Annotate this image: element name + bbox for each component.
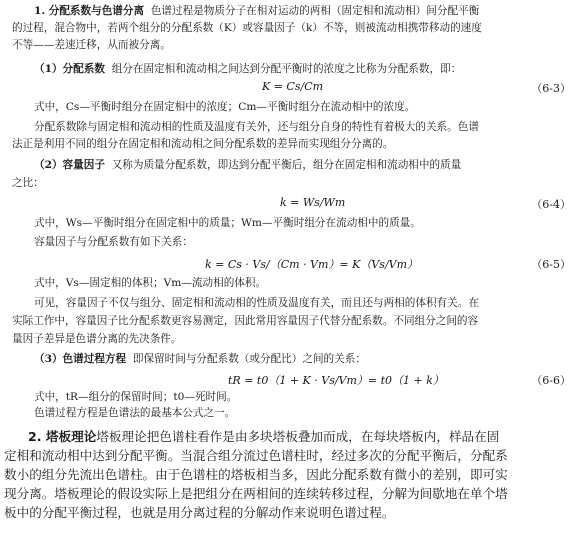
p1-intro-line bbox=[34, 62, 461, 76]
p2-definition-2: 式中，Vs—固定相的体积；Vm—流动相的体积。 bbox=[34, 277, 267, 289]
p2-para-line-2: 实际工作中，容量因子比分配系数更容易测定，因此常用容量因子代替分配系数。不同组分之间的容 bbox=[12, 315, 479, 327]
section2-text-1: 塔板理论把色谱柱看作是由多块塔板叠加而成，在每块塔板内，样品在固 bbox=[96, 429, 500, 444]
equation-number-6-6: （6-6） bbox=[531, 374, 571, 387]
p1-para-line-1: 分配系数除与固定相和流动相的性质及温度有关外，还与组分自身的特性有着极大的关系。色谱 bbox=[34, 121, 479, 133]
section1-intro-line-2: 的过程，混合物中，若两个组分的分配系数（K）或容量因子（k）不等，则被流动相携带移动的速度 bbox=[12, 22, 482, 34]
p3-title: （3）色谱过程方程 bbox=[34, 353, 127, 365]
p2-para-line-3: 量因子差异是色谱分离的先决条件。 bbox=[12, 333, 182, 345]
p1-text: 组分在固定相和流动相之间达到分配平衡时的浓度之比称为分配系数，即： bbox=[111, 63, 462, 75]
section1-heading: 1. 分配系数与色谱分离 bbox=[34, 5, 145, 17]
section2-line-4: 现分离。塔板理论的假设实际上是把组分在两相间的连续转移过程，分解为间歇地在单个塔 bbox=[4, 486, 508, 501]
p1-definition: 式中，Cs—平衡时组分在固定相中的浓度；Cm—平衡时组分在流动相中的浓度。 bbox=[34, 101, 416, 113]
p2-definition: 式中，Ws—平衡时组分在固定相中的质量；Wm—平衡时组分在流动相中的质量。 bbox=[34, 217, 421, 229]
equation-6-5: k = Cs · Vs/（Cm · Vm）= K（Vs/Vm） bbox=[205, 258, 419, 271]
p1-title: （1）分配系数 bbox=[34, 63, 105, 75]
p1-para-line-2: 法正是利用不同的组分在固定相和流动相之间分配系数的差异而实现组分分离的。 bbox=[12, 138, 394, 150]
p3-text: 即保留时间与分配系数（或分配比）之间的关系： bbox=[132, 353, 366, 365]
section1-first-line bbox=[34, 4, 479, 18]
p3-intro-line bbox=[34, 352, 366, 366]
equation-6-4: k = Ws/Wm bbox=[280, 196, 346, 209]
equation-6-6: tR = t0（1 + K · Vs/Vm）= t0（1 + k） bbox=[228, 374, 444, 387]
section2-line-1 bbox=[28, 428, 499, 446]
p2-text-2: 之比： bbox=[12, 177, 44, 189]
section2-line-3: 数小的组分先流出色谱柱。由于色谱柱的塔板相当多，因此分配系数有微小的差别，即可实 bbox=[4, 467, 508, 482]
p3-closing: 色谱过程方程是色谱法的最基本公式之一。 bbox=[34, 407, 236, 419]
equation-number-6-5: （6-5） bbox=[531, 258, 571, 271]
p2-title: （2）容量因子 bbox=[34, 159, 105, 171]
p2-text-1: 又称为质量分配系数，即达到分配平衡后，组分在固定相和流动相中的质量 bbox=[111, 159, 462, 171]
section2-line-2: 定相和流动相中达到分配平衡。当混合组分流过色谱柱时，经过多次的分配平衡后，分配系 bbox=[4, 448, 508, 463]
section2-line-5: 板中的分配平衡过程，也就是用分离过程的分解动作来说明色谱过程。 bbox=[4, 505, 395, 520]
p2-intro-line bbox=[34, 158, 461, 172]
section1-intro-line-3: 不等——差速迁移，从而被分离。 bbox=[12, 39, 171, 51]
equation-number-6-3: （6-3） bbox=[531, 82, 571, 95]
p2-para-line-1: 可见，容量因子不仅与组分、固定相和流动相的性质及温度有关，而且还与两相的体积有关。在 bbox=[34, 297, 479, 309]
p2-relation: 容量因子与分配系数有如下关系： bbox=[34, 236, 193, 248]
p3-definition: 式中，tR—组分的保留时间；t0—死时间。 bbox=[34, 391, 238, 403]
section1-intro-line-1: 色谱过程是物质分子在相对运动的两相（固定相和流动相）间分配平衡 bbox=[150, 5, 480, 17]
equation-number-6-4: （6-4） bbox=[531, 198, 571, 211]
section2-heading: 2. 塔板理论 bbox=[28, 429, 97, 444]
equation-6-3: K = Cs/Cm bbox=[262, 80, 324, 93]
